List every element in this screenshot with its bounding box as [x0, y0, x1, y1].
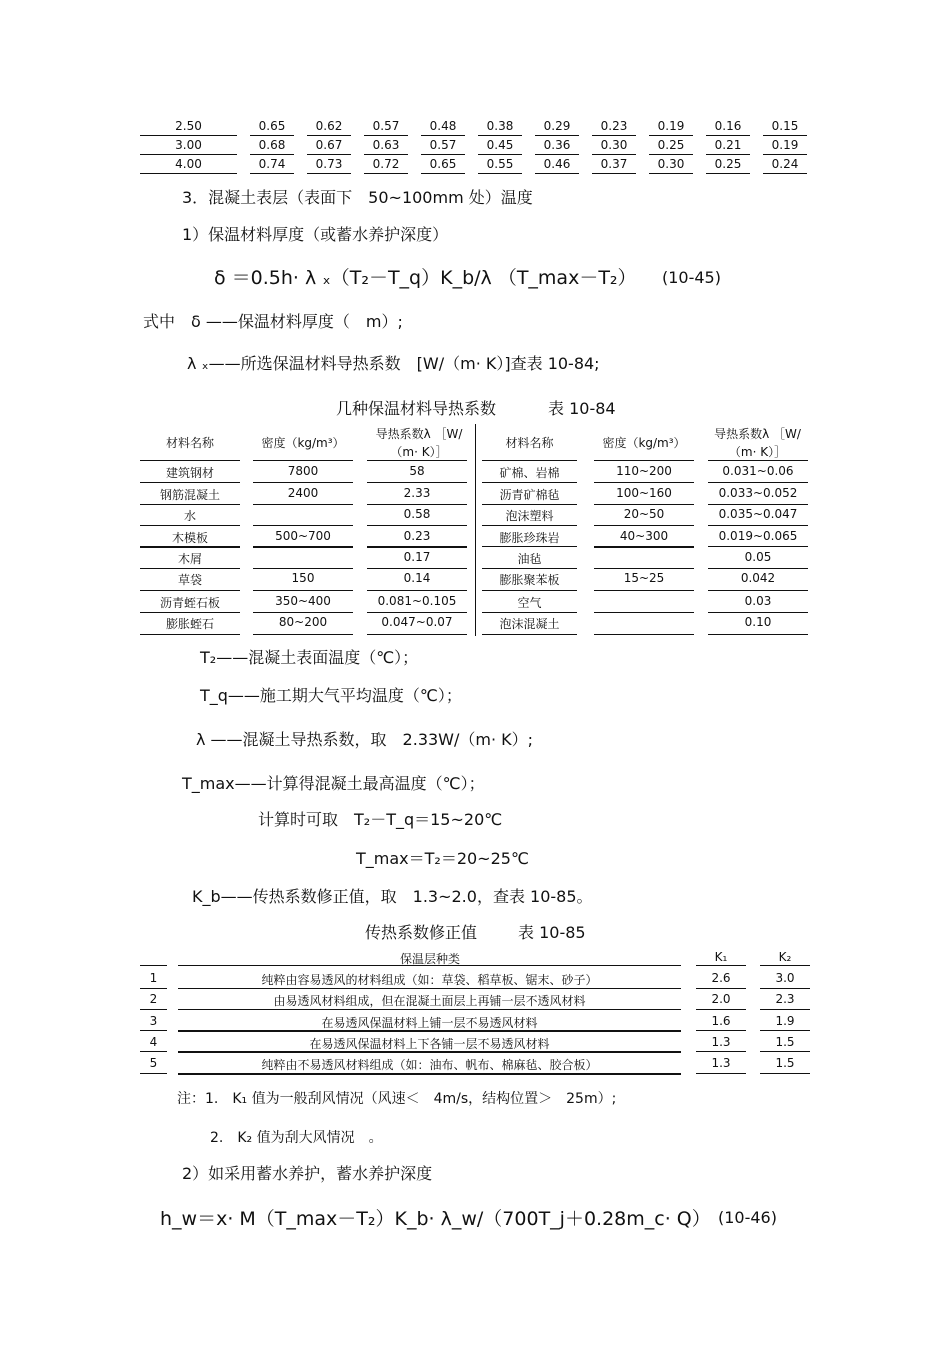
table-cell: 建筑钢材 [165, 466, 214, 480]
table-cell: 0.48 [429, 119, 457, 133]
table-cell: 1.5 [775, 1056, 795, 1070]
table-cell: 水 [183, 509, 196, 523]
table-cell: 4.00 [175, 157, 202, 171]
table-cell: 1.5 [775, 1035, 795, 1049]
definition-Tq: T_q——施工期大气平均温度（℃）； [200, 686, 462, 705]
table-cell: 0.65 [429, 157, 457, 171]
table-cell: 1.3 [711, 1035, 731, 1049]
table-cell: 2.3 [775, 992, 795, 1006]
calc-line-2: T_max＝T₂＝20~25℃ [356, 849, 529, 868]
definition-delta: 式中 δ ——保温材料厚度（ m）; [143, 312, 403, 331]
table-cell: 2 [149, 992, 158, 1006]
table-cell: 0.15 [771, 119, 799, 133]
table-cell: 空气 [517, 596, 542, 610]
table-cell: 沥青矿棉毡 [499, 488, 560, 502]
table-cell: 纯粹由不易透风材料组成（如：油布、帆布、棉麻毡、胶合板） [261, 1058, 598, 1072]
table-cell: 木屑 [177, 552, 202, 566]
table-header: 密度（kg/m³） [602, 436, 686, 450]
table-cell: 0.042 [740, 571, 776, 585]
table-cell: 0.16 [714, 119, 742, 133]
table-cell: 0.36 [543, 138, 571, 152]
table-cell: 膨胀珍珠岩 [499, 531, 560, 545]
table-header: 材料名称 [505, 436, 554, 450]
table-cell: 5 [149, 1056, 158, 1070]
subsection-heading: 1）保温材料厚度（或蓄水养护深度） [182, 225, 449, 244]
table-cell: 0.019~0.065 [718, 529, 798, 543]
table-cell: 在易透风保温材料上下各铺一层不易透风材料 [309, 1037, 550, 1051]
table-cell: 80~200 [278, 615, 328, 629]
formula-number: (10-45) [662, 268, 721, 287]
table-cell: 泡沫塑料 [505, 509, 554, 523]
table-cell: 钢筋混凝土 [159, 488, 220, 502]
table-cell: 0.58 [403, 507, 431, 521]
table-header: K₂ [778, 950, 792, 964]
table-cell: 0.081~0.105 [377, 594, 457, 608]
table-cell: 0.67 [315, 138, 343, 152]
table-cell: 2.33 [403, 486, 431, 500]
table-cell: 0.57 [372, 119, 400, 133]
table-cell: 500~700 [275, 529, 331, 543]
table-cell: 0.38 [486, 119, 514, 133]
table-cell: 0.035~0.047 [718, 507, 798, 521]
table-cell: 0.19 [657, 119, 685, 133]
table-cell: 3.00 [175, 138, 202, 152]
table-header: 导热系数λ ［W/（m· K）］ [714, 427, 801, 459]
table-cell: 0.45 [486, 138, 514, 152]
table-cell: 由易透风材料组成，但在混凝土面层上再铺一层不透风材料 [273, 994, 586, 1008]
table-cell: 油毡 [517, 552, 542, 566]
table-title: 几种保温材料导热系数 [336, 399, 497, 418]
table-cell: 0.19 [771, 138, 799, 152]
table-label: 表 10-84 [548, 399, 616, 418]
formula-number: (10-46) [718, 1208, 777, 1227]
definition-Kb: K_b——传热系数修正值，取 1.3~2.0，查表 10-85。 [192, 887, 593, 906]
table-cell: 0.03 [744, 594, 772, 608]
definition-lambda-x: λ ₓ——所选保温材料导热系数 [W/（m· K）]查表 10-84; [187, 354, 600, 373]
table-cell: 纯粹由容易透风的材料组成（如：草袋、稻草板、锯末、砂子） [261, 973, 598, 987]
table-cell: 0.72 [372, 157, 400, 171]
table-cell: 0.17 [403, 550, 431, 564]
table-cell: 0.21 [714, 138, 742, 152]
table-header: 密度（kg/m³） [261, 436, 345, 450]
table-cell: 3 [149, 1014, 158, 1028]
table-cell: 膨胀聚苯板 [499, 573, 560, 587]
table-cell: 沥青蛭石板 [159, 596, 220, 610]
section-heading: 3．混凝土表层（表面下 50~100mm 处）温度 [182, 188, 533, 207]
table-cell: 1.6 [711, 1014, 731, 1028]
table-cell: 0.24 [771, 157, 799, 171]
calc-line-1: 计算时可取 T₂－T_q＝15~20℃ [258, 810, 503, 829]
table-cell: 0.62 [315, 119, 343, 133]
table-cell: 150 [291, 571, 315, 585]
table-cell: 0.68 [258, 138, 286, 152]
table-cell: 0.23 [403, 529, 431, 543]
table-header: 导热系数λ ［W/（m· K）］ [375, 427, 463, 459]
table-cell: 58 [409, 464, 425, 478]
table-label: 表 10-85 [518, 923, 586, 942]
table-cell: 350~400 [275, 594, 331, 608]
table-cell: 0.55 [486, 157, 514, 171]
table-cell: 4 [149, 1035, 158, 1049]
table-title: 传热系数修正值 [365, 923, 478, 942]
table-cell: 0.25 [657, 138, 685, 152]
table-cell: 0.05 [744, 550, 772, 564]
table-cell: 0.047~0.07 [381, 615, 453, 629]
table-cell: 矿棉、岩棉 [499, 466, 560, 480]
table-cell: 3.0 [775, 971, 795, 985]
table-cell: 0.033~0.052 [718, 486, 798, 500]
table-cell: 15~25 [623, 571, 665, 585]
definition-Tmax: T_max——计算得混凝土最高温度（℃）； [182, 774, 485, 793]
table-cell: 泡沫混凝土 [499, 617, 560, 631]
definition-lambda: λ ——混凝土导热系数，取 2.33W/（m· K）; [196, 730, 534, 749]
table-cell: 100~160 [616, 486, 672, 500]
table-cell: 0.14 [403, 571, 431, 585]
table-cell: 0.29 [543, 119, 571, 133]
table-cell: 2.0 [711, 992, 731, 1006]
table-cell: 2.6 [711, 971, 731, 985]
table-cell: 0.031~0.06 [722, 464, 794, 478]
table-cell: 0.37 [600, 157, 628, 171]
table-cell: 0.65 [258, 119, 286, 133]
table-header: 保温层种类 [399, 952, 460, 966]
table-cell: 0.10 [744, 615, 772, 629]
note-2: 2. K₂ 值为刮大风情况 。 [210, 1130, 383, 1146]
table-cell: 0.25 [714, 157, 742, 171]
table-cell: 0.46 [543, 157, 571, 171]
table-cell: 0.74 [258, 157, 286, 171]
table-cell: 0.63 [372, 138, 400, 152]
formula-10-45: δ ＝0.5h· λ ₓ（T₂－T_q）K_b/λ （T_max－T₂） [214, 267, 637, 289]
table-cell: 110~200 [616, 464, 672, 478]
table-header: K₁ [714, 950, 728, 964]
table-cell: 2.50 [175, 119, 202, 133]
formula-10-46: h_w＝x· M（T_max－T₂）K_b· λ_w/（700T_j＋0.28m_c· Q） [160, 1208, 711, 1230]
subsection-heading: 2）如采用蓄水养护，蓄水养护深度 [182, 1164, 433, 1183]
definition-T2: T₂——混凝土表面温度（℃）； [200, 648, 419, 667]
table-cell: 0.30 [657, 157, 685, 171]
table-cell: 草袋 [177, 573, 202, 587]
table-cell: 0.23 [600, 119, 628, 133]
note-1: 注：1. K₁ 值为一般刮风情况（风速＜ 4m/s，结构位置＞ 25m）; [177, 1091, 617, 1107]
table-cell: 1.3 [711, 1056, 731, 1070]
table-cell: 膨胀蛭石 [165, 617, 214, 631]
table-cell: 木模板 [171, 531, 208, 545]
table-cell: 0.73 [315, 157, 343, 171]
table-cell: 1.9 [775, 1014, 795, 1028]
table-cell: 2400 [287, 486, 319, 500]
table-cell: 7800 [287, 464, 319, 478]
table-cell: 在易透风保温材料上铺一层不易透风材料 [321, 1016, 538, 1030]
table-cell: 0.57 [429, 138, 457, 152]
table-cell: 0.30 [600, 138, 628, 152]
table-cell: 1 [149, 971, 158, 985]
table-header: 材料名称 [165, 436, 214, 450]
table-cell: 40~300 [619, 529, 669, 543]
table-cell: 20~50 [623, 507, 665, 521]
